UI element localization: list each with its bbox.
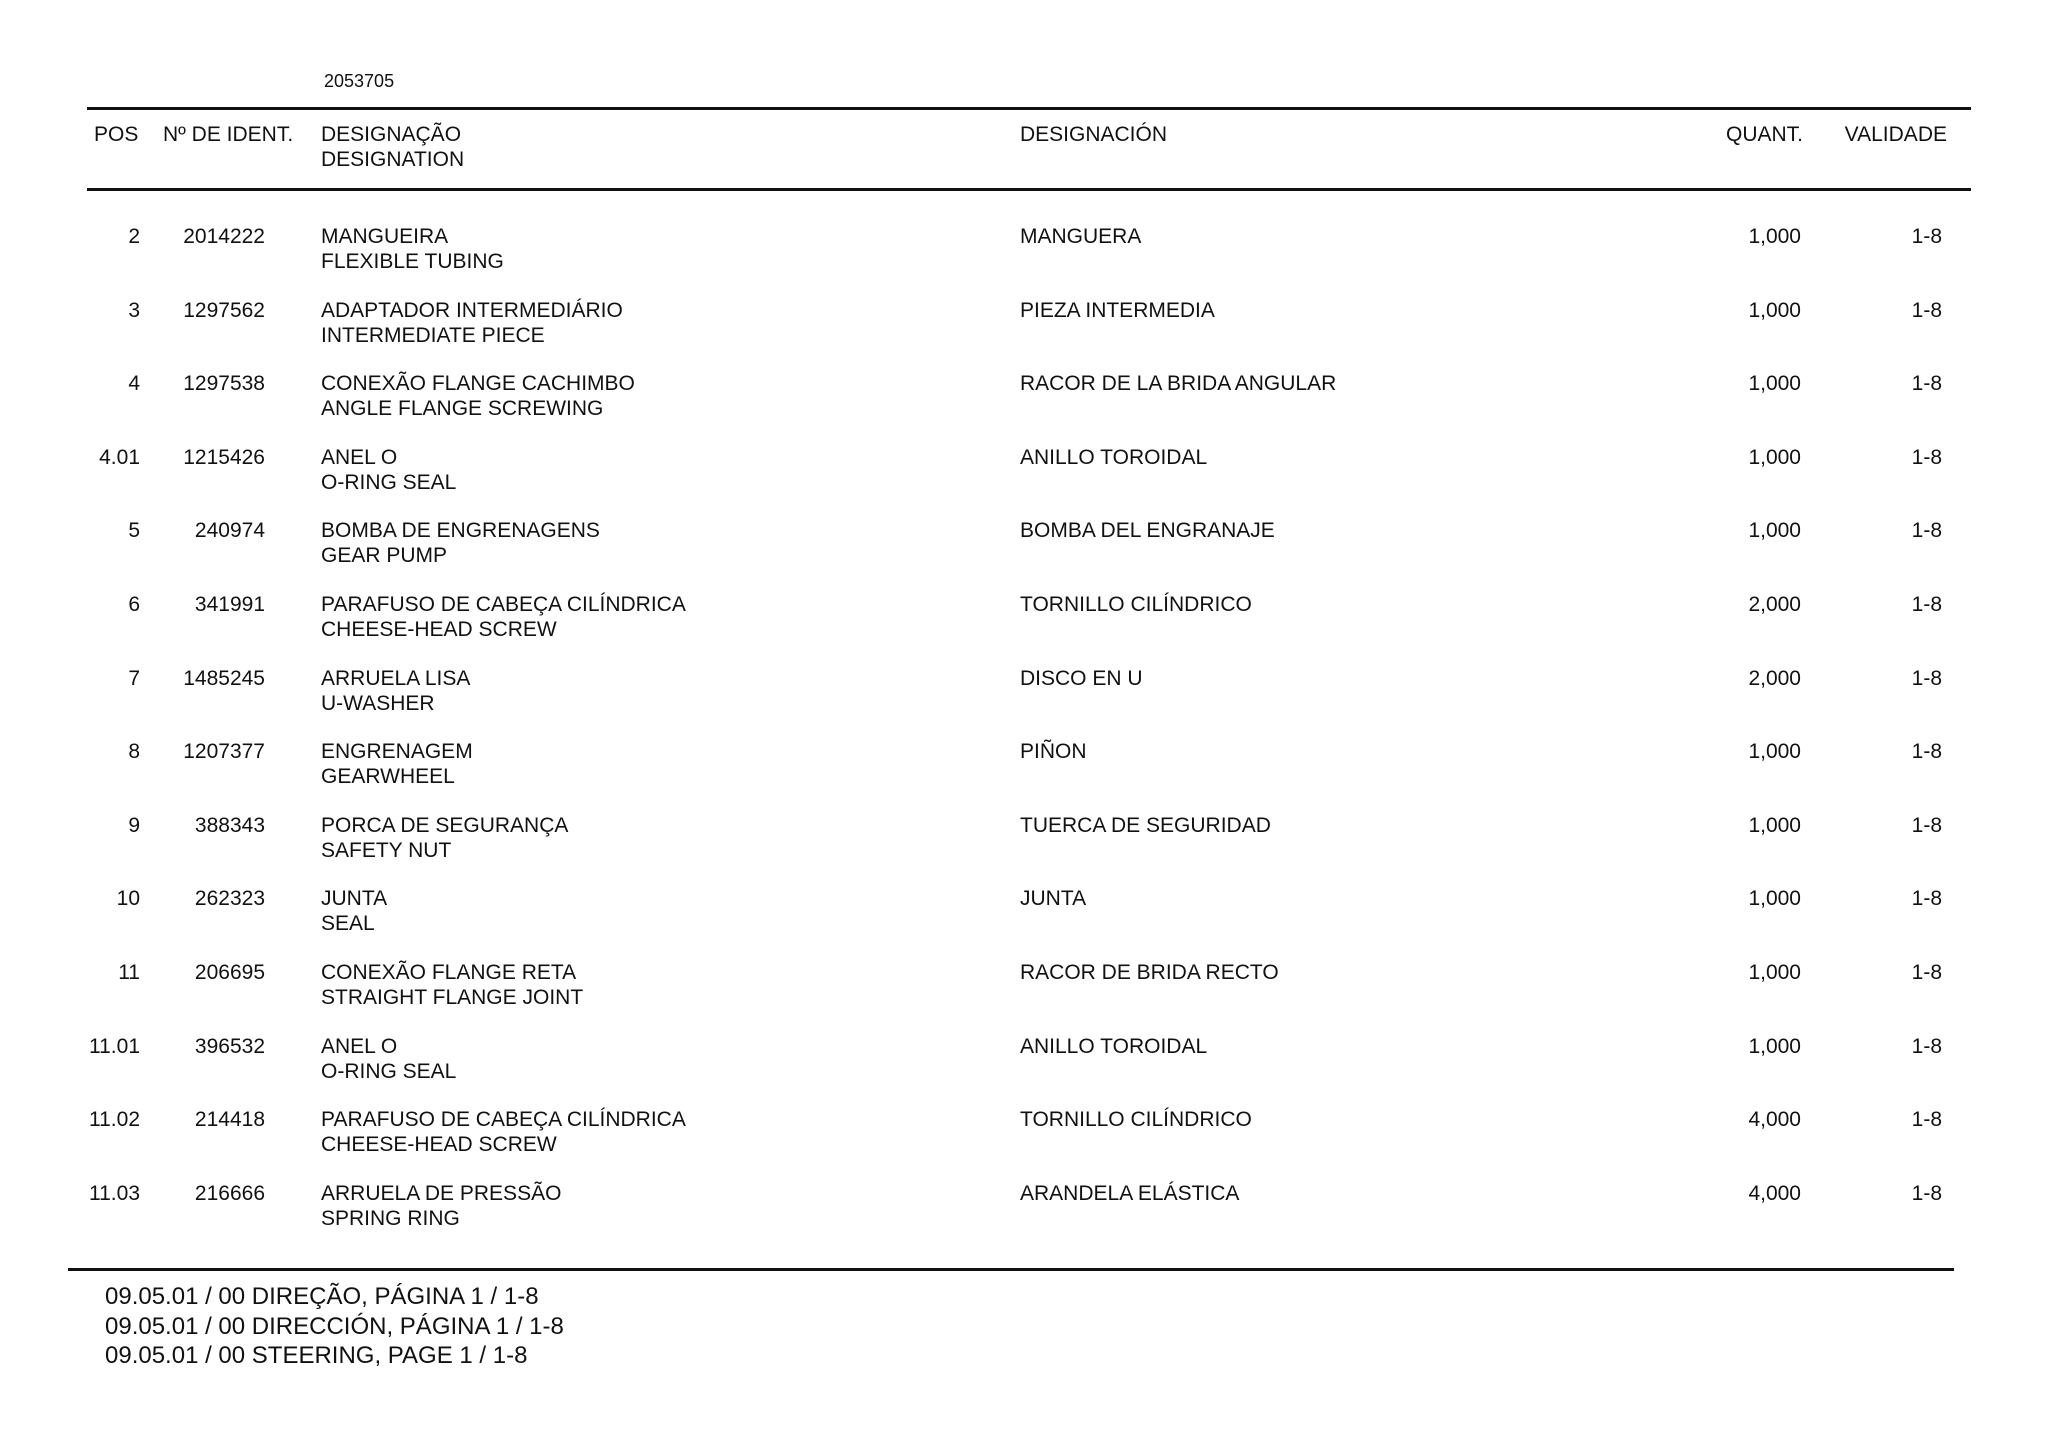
cell-validity: 1-8 — [1911, 666, 1942, 690]
cell-ident: 341991 — [194, 593, 265, 616]
cell-quantity: 1,000 — [1748, 961, 1801, 984]
cell-designation-en: CHEESE-HEAD SCREW — [321, 618, 557, 641]
cell-designation — [321, 739, 473, 789]
cell-ident: 2014222 — [183, 225, 265, 248]
cell-designation-pt: CONEXÃO FLANGE RETA — [321, 961, 577, 984]
cell-pos: 5 — [128, 519, 140, 543]
cell-validity: 1-8 — [1911, 519, 1942, 543]
cell-ident: 262323 — [194, 887, 265, 911]
cell-designation-en: SPRING RING — [321, 1206, 460, 1230]
cell-designation-en: ANGLE FLANGE SCREWING — [321, 397, 604, 421]
cell-validity: 1-8 — [1911, 1181, 1942, 1205]
cell-designation — [321, 445, 456, 495]
cell-designation — [321, 592, 686, 642]
cell-ident: 396532 — [194, 1034, 265, 1058]
cell-validity: 1-8 — [1911, 1108, 1942, 1132]
cell-ident: 206695 — [194, 961, 265, 984]
cell-designation-pt: ARRUELA DE PRESSÃO — [321, 1181, 562, 1205]
footer-line-es: 09.05.01 / 00 DIRECCIÓN, PÁGINA 1 / 1-8 — [105, 1312, 564, 1340]
cell-designation-en: O-RING SEAL — [321, 470, 457, 494]
cell-validity: 1-8 — [1911, 740, 1942, 764]
footer-line-en: 09.05.01 / 00 STEERING, PAGE 1 / 1-8 — [105, 1342, 528, 1369]
cell-designation-pt: MANGUEIRA — [321, 225, 449, 248]
cell-designation-pt: ENGRENAGEM — [321, 740, 473, 764]
cell-designation-es: TORNILLO CILÍNDRICO — [1020, 593, 1252, 616]
cell-validity: 1-8 — [1911, 445, 1942, 469]
cell-validity: 1-8 — [1911, 225, 1942, 248]
cell-pos: 10 — [116, 887, 140, 911]
cell-pos: 2 — [128, 225, 140, 248]
cell-designation-en: INTERMEDIATE PIECE — [321, 323, 545, 347]
cell-designation-es: PIEZA INTERMEDIA — [1020, 298, 1215, 322]
cell-validity: 1-8 — [1911, 372, 1942, 396]
cell-designation — [321, 371, 635, 421]
cell-pos: 11.03 — [89, 1181, 140, 1205]
cell-pos: 11.02 — [89, 1108, 140, 1132]
cell-validity: 1-8 — [1911, 298, 1942, 322]
cell-designation-en: O-RING SEAL — [321, 1059, 457, 1083]
cell-ident: 1297538 — [183, 372, 265, 396]
cell-validity: 1-8 — [1911, 593, 1942, 616]
cell-designation-es: ARANDELA ELÁSTICA — [1020, 1181, 1240, 1205]
cell-pos: 6 — [128, 593, 140, 616]
cell-validity: 1-8 — [1911, 1034, 1942, 1058]
cell-designation-pt: PARAFUSO DE CABEÇA CILÍNDRICA — [321, 1108, 686, 1132]
cell-designation — [321, 1107, 686, 1157]
cell-quantity: 4,000 — [1748, 1108, 1801, 1132]
cell-designation-es: PIÑON — [1020, 740, 1087, 764]
cell-designation-pt: ARRUELA LISA — [321, 666, 471, 690]
cell-quantity: 2,000 — [1748, 593, 1801, 616]
cell-ident: 1215426 — [183, 445, 265, 469]
cell-designation-es: DISCO EN U — [1020, 666, 1143, 690]
cell-quantity: 1,000 — [1748, 740, 1801, 764]
cell-designation-pt: CONEXÃO FLANGE CACHIMBO — [321, 372, 635, 396]
cell-pos: 8 — [128, 740, 140, 764]
cell-designation-pt: ADAPTADOR INTERMEDIÁRIO — [321, 298, 623, 322]
cell-ident: 388343 — [194, 813, 265, 837]
cell-quantity: 1,000 — [1748, 887, 1801, 911]
cell-ident: 216666 — [194, 1181, 265, 1205]
cell-designation-es: MANGUERA — [1020, 225, 1142, 248]
cell-designation-es: TORNILLO CILÍNDRICO — [1020, 1108, 1252, 1132]
cell-designation-pt: JUNTA — [321, 887, 388, 911]
cell-pos: 4 — [128, 372, 140, 396]
header-designation — [321, 122, 464, 172]
cell-designation — [321, 518, 600, 568]
cell-pos: 7 — [128, 666, 140, 690]
cell-quantity: 1,000 — [1748, 225, 1801, 248]
header-ident: Nº DE IDENT. — [163, 123, 294, 146]
header-designation-en: DESIGNATION — [321, 148, 465, 171]
cell-pos: 3 — [128, 298, 140, 322]
header-designation-pt: DESIGNAÇÃO — [321, 123, 462, 146]
header-pos: POS — [94, 123, 139, 146]
header-bottom-rule — [87, 188, 1971, 191]
cell-ident: 1485245 — [183, 666, 265, 690]
cell-designation-es: RACOR DE BRIDA RECTO — [1020, 961, 1279, 984]
cell-designation-es: RACOR DE LA BRIDA ANGULAR — [1020, 372, 1337, 396]
cell-designation-es: TUERCA DE SEGURIDAD — [1020, 813, 1271, 837]
cell-designation-pt: PORCA DE SEGURANÇA — [321, 813, 569, 837]
document-number: 2053705 — [324, 71, 395, 91]
cell-quantity: 1,000 — [1748, 813, 1801, 837]
header-designation-es: DESIGNACIÓN — [1020, 123, 1168, 146]
cell-ident: 240974 — [194, 519, 265, 543]
cell-designation-en: SEAL — [321, 912, 375, 936]
cell-designation-en: SAFETY NUT — [321, 838, 452, 862]
cell-validity: 1-8 — [1911, 961, 1942, 984]
cell-designation-en: FLEXIBLE TUBING — [321, 250, 504, 273]
cell-quantity: 2,000 — [1748, 666, 1801, 690]
page-footer — [105, 1282, 564, 1371]
cell-designation-en: U-WASHER — [321, 691, 435, 715]
cell-designation-es: BOMBA DEL ENGRANAJE — [1020, 519, 1275, 543]
cell-designation — [321, 224, 504, 274]
cell-ident: 1207377 — [183, 740, 265, 764]
cell-quantity: 1,000 — [1748, 445, 1801, 469]
footer-rule — [68, 1268, 1954, 1271]
cell-designation-pt: ANEL O — [321, 445, 398, 469]
header-quantity: QUANT. — [1725, 123, 1803, 146]
cell-designation-pt: PARAFUSO DE CABEÇA CILÍNDRICA — [321, 593, 686, 616]
cell-designation-en: CHEESE-HEAD SCREW — [321, 1133, 557, 1157]
cell-designation-en: STRAIGHT FLANGE JOINT — [321, 986, 584, 1009]
cell-designation — [321, 886, 387, 936]
cell-designation — [321, 1034, 456, 1084]
cell-pos: 4.01 — [99, 445, 140, 469]
cell-designation-es: JUNTA — [1020, 887, 1087, 911]
cell-pos: 9 — [128, 813, 140, 837]
cell-ident: 1297562 — [183, 298, 265, 322]
cell-designation — [321, 813, 568, 863]
cell-designation — [321, 666, 470, 716]
cell-validity: 1-8 — [1911, 813, 1942, 837]
cell-validity: 1-8 — [1911, 887, 1942, 911]
cell-designation — [321, 1181, 561, 1231]
cell-quantity: 1,000 — [1748, 1034, 1801, 1058]
cell-designation — [321, 298, 623, 348]
cell-quantity: 1,000 — [1748, 298, 1801, 322]
cell-quantity: 1,000 — [1748, 519, 1801, 543]
cell-designation-en: GEAR PUMP — [321, 544, 448, 568]
cell-designation-en: GEARWHEEL — [321, 765, 455, 789]
cell-designation-es: ANILLO TOROIDAL — [1020, 1034, 1208, 1058]
header-top-rule — [87, 107, 1971, 110]
cell-designation — [321, 960, 583, 1010]
cell-designation-pt: BOMBA DE ENGRENAGENS — [321, 519, 600, 543]
cell-designation-es: ANILLO TOROIDAL — [1020, 445, 1208, 469]
cell-ident: 214418 — [194, 1108, 265, 1132]
footer-line-pt: 09.05.01 / 00 DIREÇÃO, PÁGINA 1 / 1-8 — [105, 1283, 539, 1310]
cell-pos: 11 — [118, 961, 140, 984]
cell-quantity: 4,000 — [1748, 1181, 1801, 1205]
header-validity: VALIDADE — [1844, 123, 1947, 146]
cell-quantity: 1,000 — [1748, 372, 1801, 396]
cell-pos: 11.01 — [89, 1034, 140, 1058]
cell-designation-pt: ANEL O — [321, 1034, 398, 1058]
